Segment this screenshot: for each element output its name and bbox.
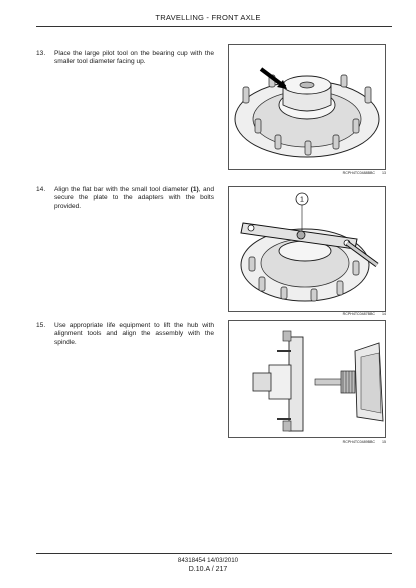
step-text-before: Align the flat bar with the small tool diameter [54,186,191,193]
figure-14-ref [228,312,386,316]
page-header-title: TRAVELLING - FRONT AXLE [155,13,261,22]
figure-number: 15 [382,440,386,444]
step-number: 14. [36,186,46,193]
figure-code: RCPH4TC0489BBC [342,440,375,444]
step-text-after: , and secure the plate to the adapters with the bolts provided. [54,186,214,210]
step-text: Place the large pilot tool on the bearing cup with the smaller tool diameter facing up. [54,50,214,66]
header-rule [36,26,392,27]
callout-label: 1 [300,196,304,204]
figure-13-ref [228,171,386,175]
hub-pilot-tool-illustration [229,45,385,169]
step-text: Use appropriate life equipment to lift the hub with alignment tools and align the assembly with the spindle. [54,322,214,346]
flat-bar-illustration [229,187,385,311]
figure-code: RCPH4TC0488BBC [342,171,375,175]
figure-13 [228,44,386,170]
footer-rule [36,553,392,554]
footer-page-number: D.10.A / 217 [188,566,228,573]
figure-code: RCPH4TC0487BBC [342,312,375,316]
figure-number: 13 [382,171,386,175]
figure-number: 14 [382,312,386,316]
footer-doc-info: 84318454 14/03/2010 [177,557,239,564]
step-number: 15. [36,322,46,329]
step-number: 13. [36,50,46,57]
hub-alignment-illustration [229,321,385,437]
figure-15-ref [228,440,386,444]
figure-14 [228,186,386,312]
step-text [54,186,214,211]
step-text-callout: (1) [190,186,199,193]
figure-15 [228,320,386,438]
